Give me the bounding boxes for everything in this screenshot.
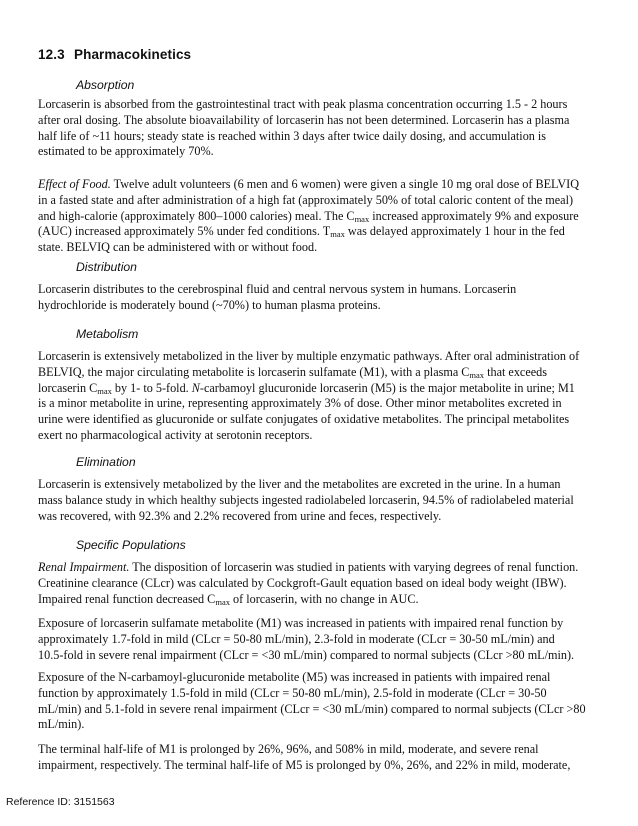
paragraph-text: (AUC) increased approximately 5% under fed conditions. T [38,224,331,239]
paragraph-line: 10.5-fold in severe renal impairment (CLcr = <30 mL/min) compared to normal subjects (CLcr >80 mL/min). [38,647,575,662]
paragraph-text: Impaired renal function decreased C [38,591,216,606]
absorption-paragraph [38,97,603,160]
paragraph-line: mL/min) and 5.1-fold in severe renal impairment (CLcr = <30 mL/min) compared to normal subjects (CLcr >80 [38,701,586,716]
distribution-heading: Distribution [76,260,137,274]
paragraph-text: Twelve adult volunteers (6 men and 6 women) were given a single 10 mg oral dose of BELVIQ [110,177,580,191]
paragraph-text: The disposition of lorcaserin was studied in patients with varying degrees of renal function. [129,560,579,574]
paragraph-text: increased approximately 9% and exposure [369,208,579,223]
paragraph-line: estimated to be approximately 70%. [38,144,214,159]
paragraph-text: and high-calorie (approximately 800–1000 calories) meal. The C [38,208,355,223]
section-heading [38,47,191,62]
paragraph-text: -carbamoyl glucuronide lorcaserin (M5) is the major metabolite in urine; M1 [199,380,575,395]
paragraph-line: approximately 1.7-fold in mild (CLcr = 50-80 mL/min), 2.3-fold in moderate (CLcr = 30-50 mL/min) and [38,631,555,646]
renal-impairment-label: Renal Impairment. [38,560,130,574]
paragraph-line: hydrochloride is moderately bound (~70%) to human plasma proteins. [38,297,381,312]
paragraph-line: after oral dosing. The absolute bioavailability of lorcaserin has not been determined. Lorcaserin has a plasma [38,112,570,127]
paragraph-line: Exposure of lorcaserin sulfamate metabolite (M1) was increased in patients with impaired renal function by [38,616,564,630]
exposure-m1-paragraph [38,616,603,663]
paragraph-text: was delayed approximately 1 hour in the fed [344,224,565,239]
reference-id: Reference ID: 3151563 [6,796,115,808]
paragraph-line: state. BELVIQ can be administered with or without food. [38,240,318,255]
half-life-paragraph [38,742,603,774]
paragraph-line: Lorcaserin distributes to the cerebrospinal fluid and central nervous system in humans. Lorcaserin [38,282,517,296]
paragraph-text: lorcaserin C [38,380,98,395]
renal-impairment-paragraph [38,560,603,607]
exposure-m5-paragraph [38,670,603,733]
paragraph-line: urine were identified as glucuronide or sulfate conjugates of oxidative metabolites. The principal metabolites [38,412,570,427]
paragraph-line: is a minor metabolite in urine, representing approximately 3% of dose. Other minor metabolites excreted in [38,396,562,411]
elimination-heading: Elimination [76,455,136,469]
specific-populations-heading: Specific Populations [76,538,186,552]
subscript: max [354,213,370,224]
paragraph-line: Lorcaserin is extensively metabolized in the liver by multiple enzymatic pathways. After oral administration of [38,349,580,363]
paragraph-line: mL/min). [38,717,85,732]
metabolism-paragraph [38,349,603,444]
paragraph-line: exert no pharmacological activity at serotonin receptors. [38,427,313,442]
paragraph-line: Creatinine clearance (CLcr) was calculated by Cockgroft-Gault equation based on ideal body weight (IBW). [38,575,567,590]
subscript: max [330,229,345,240]
paragraph-line: function by approximately 1.5-fold in mild (CLcr = 50-80 mL/min), 2.5-fold in moderate (CLcr = 30-50 [38,685,547,700]
paragraph-line: mass balance study in which healthy subjects ingested radiolabeled lorcaserin, 94.5% of radiolabeled material [38,492,574,507]
paragraph-line: Lorcaserin is extensively metabolized by the liver and the metabolites are excreted in the urine. In a human [38,477,561,491]
paragraph-line: in a fasted state and after administration of a high fat (approximately 50% of total caloric content of the meal) [38,192,574,207]
paragraph-line: half life of ~11 hours; steady state is reached within 3 days after twice daily dosing, and accumulation is [38,128,547,143]
paragraph-text: that exceeds [484,364,547,379]
distribution-paragraph [38,282,603,314]
paragraph-line: impairment, respectively. The terminal half-life of M5 is prolonged by 0%, 26%, and 22% in mild, moderate, [38,757,571,772]
paragraph-line: was recovered, with 92.3% and 2.2% recovered from urine and feces, respectively. [38,508,442,523]
section-number: 12.3 [38,47,65,62]
paragraph-text: BELVIQ, the major circulating metabolite is lorcaserin sulfamate (M1), with a plasma C [38,364,470,379]
paragraph-text: by 1- to 5-fold. [111,380,192,395]
subscript: max [215,596,230,607]
elimination-paragraph [38,477,603,524]
absorption-heading: Absorption [76,78,135,92]
subscript: max [469,369,485,380]
effect-of-food-label: Effect of Food. [38,177,111,191]
effect-of-food-paragraph [38,177,603,256]
paragraph-line: Exposure of the N-carbamoyl-glucuronide metabolite (M5) was increased in patients with impaired renal [38,670,551,684]
subscript: max [97,385,112,396]
paragraph-line: Lorcaserin is absorbed from the gastrointestinal tract with peak plasma concentration occurring 1.5 - 2 hours [38,97,568,111]
paragraph-line: The terminal half-life of M1 is prolonged by 26%, 96%, and 508% in mild, moderate, and severe renal [38,742,539,756]
metabolism-heading: Metabolism [76,327,139,341]
italic-text: N [191,380,200,395]
section-title: Pharmacokinetics [74,47,192,62]
paragraph-text: of lorcaserin, with no change in AUC. [229,591,419,606]
